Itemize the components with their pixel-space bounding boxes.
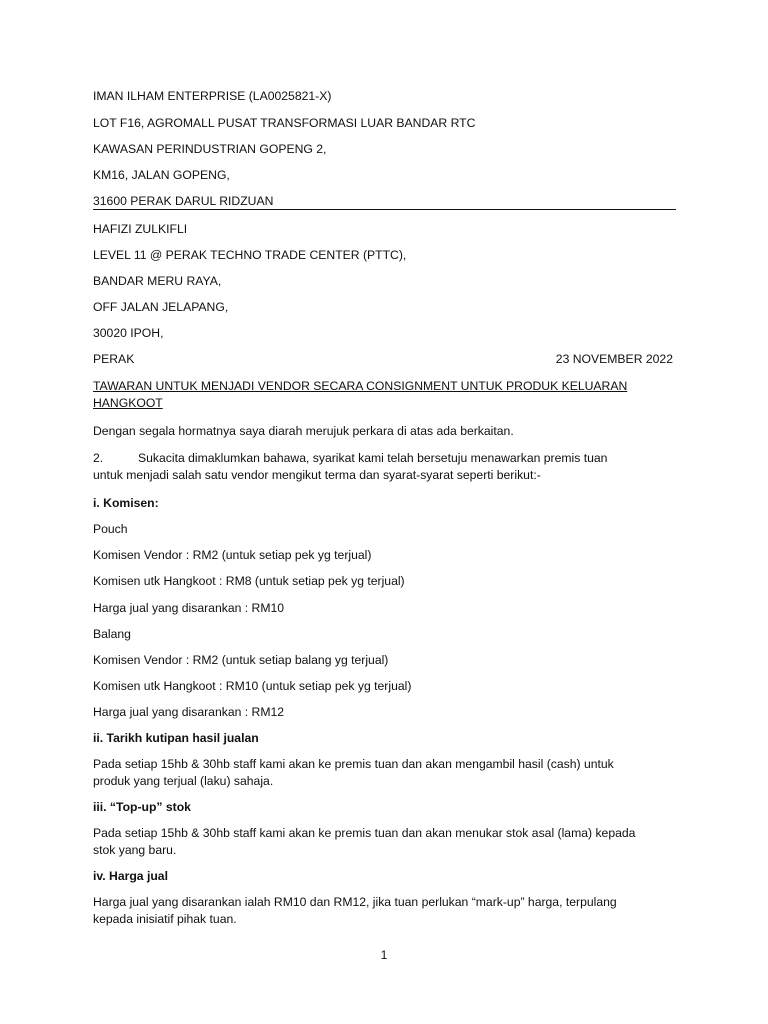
pouch-price: Harga jual yang disarankan : RM10 bbox=[93, 601, 285, 615]
letter-date: 23 NOVEMBER 2022 bbox=[555, 352, 673, 366]
section3-line2: stok yang baru. bbox=[93, 843, 177, 857]
section4-line1: Harga jual yang disarankan ialah RM10 dan RM12, jika tuan perlukan “mark-up” harga, terpulang bbox=[93, 895, 617, 909]
section1-heading: i. Komisen: bbox=[93, 496, 159, 510]
pouch-vendor-commission: Komisen Vendor : RM2 (untuk setiap pek yg terjual) bbox=[93, 548, 372, 562]
recipient-address-line5: PERAK bbox=[93, 352, 135, 366]
subject-line1: TAWARAN UNTUK MENJADI VENDOR SECARA CONSIGNMENT UNTUK PRODUK KELUARAN bbox=[93, 379, 628, 393]
section2-line1: Pada setiap 15hb & 30hb staff kami akan ke premis tuan dan akan mengambil hasil (cash) untuk bbox=[93, 757, 614, 771]
balang-title: Balang bbox=[93, 627, 131, 641]
greeting: Dengan segala hormatnya saya diarah merujuk perkara di atas ada berkaitan. bbox=[93, 424, 514, 438]
section4-line2: kepada inisiatif pihak tuan. bbox=[93, 912, 237, 926]
para2-line1 bbox=[93, 450, 607, 467]
section3-heading: iii. “Top-up” stok bbox=[93, 800, 191, 814]
section2-line2: produk yang terjual (laku) sahaja. bbox=[93, 774, 274, 788]
sender-address-line3: KM16, JALAN GOPENG, bbox=[93, 168, 230, 182]
para2-number: 2. bbox=[93, 451, 104, 465]
pouch-hangkoot-commission: Komisen utk Hangkoot : RM8 (untuk setiap pek yg terjual) bbox=[93, 574, 405, 588]
letterhead-divider bbox=[93, 209, 676, 210]
sender-address-line1: LOT F16, AGROMALL PUSAT TRANSFORMASI LUAR BANDAR RTC bbox=[93, 116, 476, 130]
subject-line2: HANGKOOT bbox=[93, 396, 163, 410]
sender-name: IMAN ILHAM ENTERPRISE (LA0025821-X) bbox=[93, 89, 332, 103]
balang-price: Harga jual yang disarankan : RM12 bbox=[93, 705, 285, 719]
page-number: 1 bbox=[380, 948, 388, 962]
recipient-name: HAFIZI ZULKIFLI bbox=[93, 222, 188, 236]
recipient-address-line4: 30020 IPOH, bbox=[93, 326, 164, 340]
recipient-address-line2: BANDAR MERU RAYA, bbox=[93, 274, 222, 288]
para2-line2: untuk menjadi salah satu vendor mengikut terma dan syarat-syarat seperti berikut:- bbox=[93, 468, 541, 482]
sender-address-line4: 31600 PERAK DARUL RIDZUAN bbox=[93, 194, 274, 208]
balang-hangkoot-commission: Komisen utk Hangkoot : RM10 (untuk setiap pek yg terjual) bbox=[93, 679, 412, 693]
section3-line1: Pada setiap 15hb & 30hb staff kami akan ke premis tuan dan akan menukar stok asal (lama) kepada bbox=[93, 826, 636, 840]
recipient-address-line1: LEVEL 11 @ PERAK TECHNO TRADE CENTER (PTTC), bbox=[93, 248, 407, 262]
recipient-address-line3: OFF JALAN JELAPANG, bbox=[93, 300, 229, 314]
para2-text1: Sukacita dimaklumkan bahawa, syarikat kami telah bersetuju menawarkan premis tuan bbox=[138, 451, 608, 465]
section2-heading: ii. Tarikh kutipan hasil jualan bbox=[93, 731, 259, 745]
balang-vendor-commission: Komisen Vendor : RM2 (untuk setiap balang yg terjual) bbox=[93, 653, 389, 667]
pouch-title: Pouch bbox=[93, 522, 128, 536]
sender-address-line2: KAWASAN PERINDUSTRIAN GOPENG 2, bbox=[93, 142, 327, 156]
section4-heading: iv. Harga jual bbox=[93, 869, 168, 883]
